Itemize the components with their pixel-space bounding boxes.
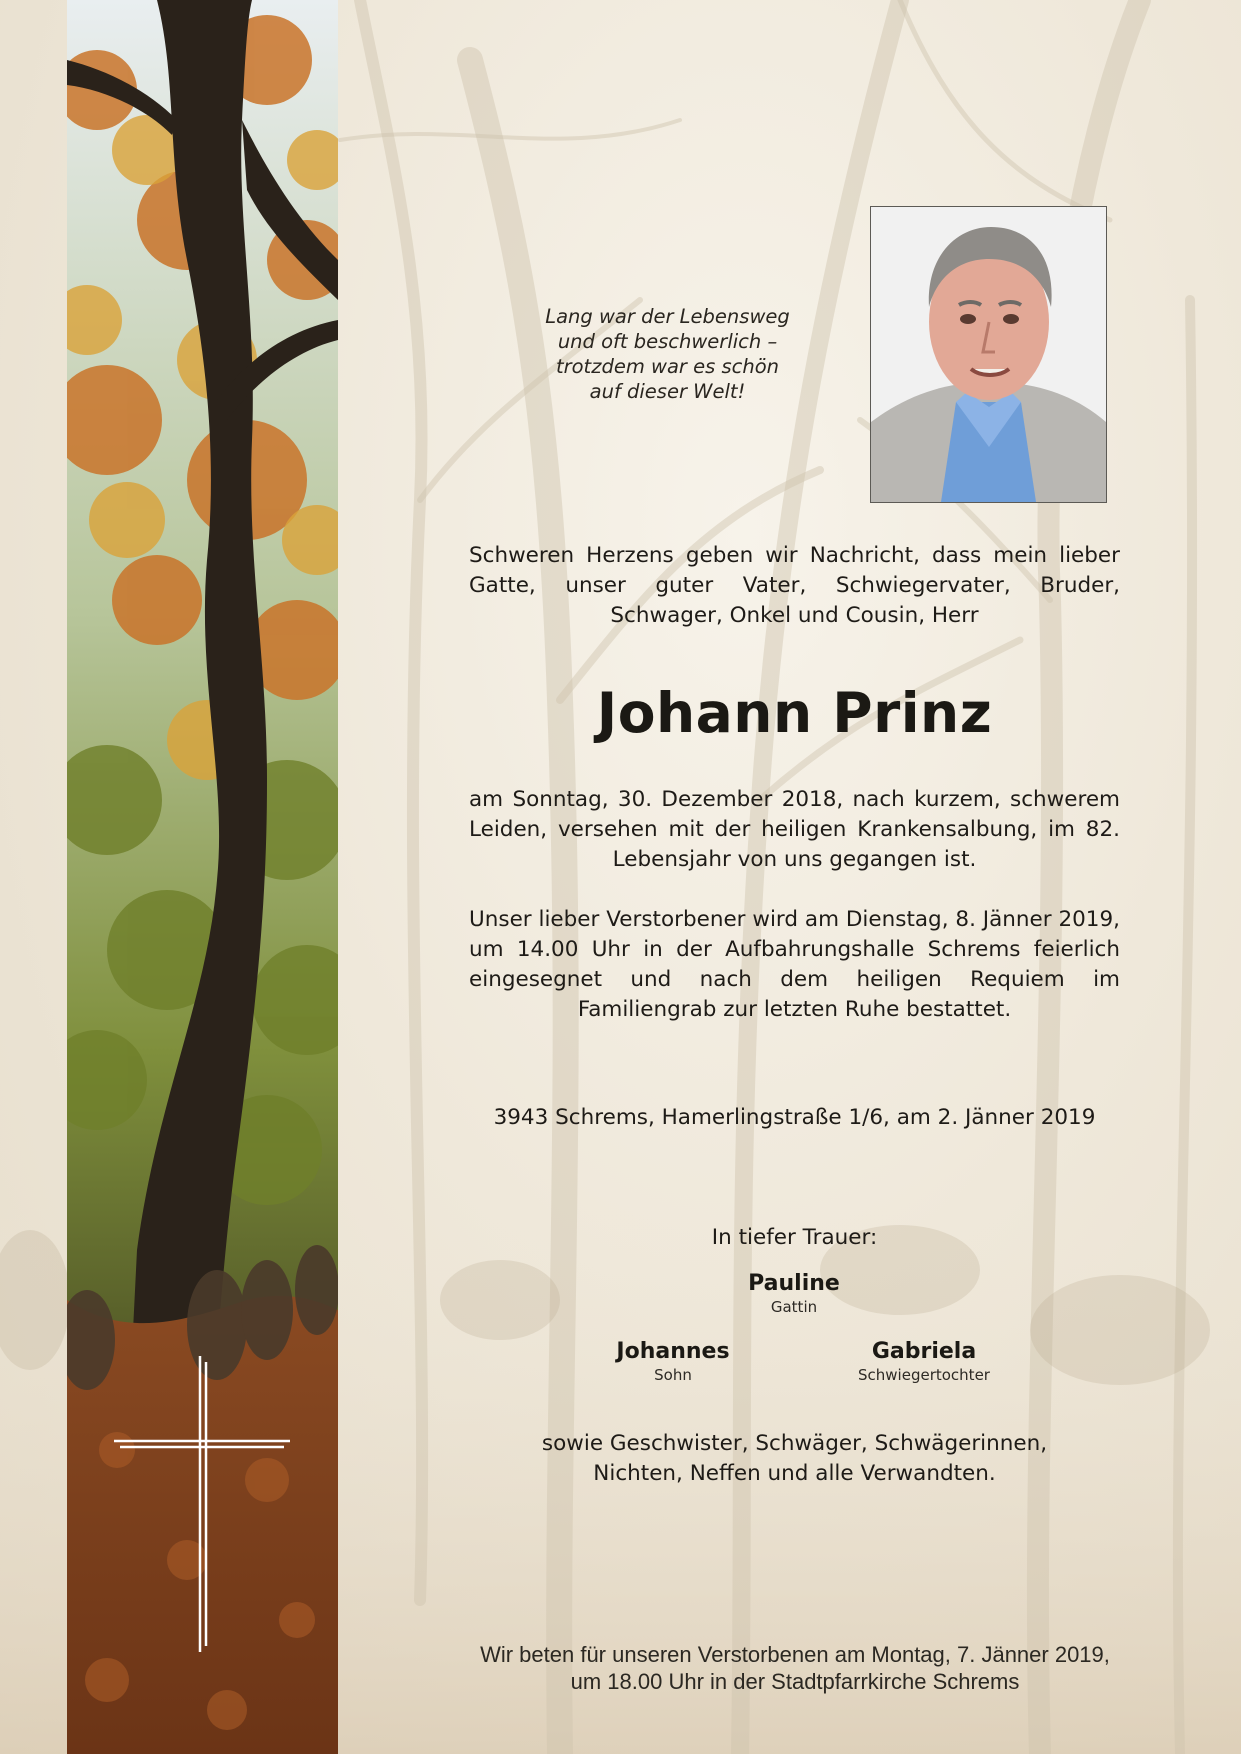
prayer-line: Wir beten für unseren Verstorbenen am Montag, 7. Jänner 2019,: [480, 1642, 1110, 1667]
deceased-name: Johann Prinz: [596, 681, 993, 745]
relatives-text: [469, 1429, 1120, 1489]
mourner-name: Pauline: [748, 1271, 840, 1296]
mourner-relation: Sohn: [654, 1366, 692, 1384]
announcement-text: Schweren Herzens geben wir Nachricht, dass mein lieber Gatte, unser guter Vater, Schwiegervater, Bruder, Schwager, Onkel und Cousin, Herr: [469, 543, 1120, 628]
mourner-johannes: [573, 1338, 773, 1384]
mourner-gabriela: [824, 1338, 1024, 1384]
prayer-line: um 18.00 Uhr in der Stadtpfarrkirche Schrems: [570, 1669, 1020, 1694]
prayer-notice: [440, 1641, 1150, 1695]
quote-line: Lang war der Lebensweg: [545, 305, 790, 328]
relatives-line: sowie Geschwister, Schwäger, Schwägerinnen,: [541, 1431, 1048, 1456]
mourner-relation: Schwiegertochter: [858, 1366, 990, 1384]
quote-line: auf dieser Welt!: [589, 380, 746, 403]
relatives-line: Nichten, Neffen und alle Verwandten.: [593, 1461, 996, 1486]
funeral-details-text: Unser lieber Verstorbener wird am Dienstag, 8. Jänner 2019, um 14.00 Uhr in der Aufbahrungshalle Schrems feierlich eingesegnet und nach dem heiligen Requiem im Familiengrab zur letzten Ruhe bestattet.: [469, 907, 1120, 1022]
portrait-photo: [870, 206, 1107, 503]
mourner-relation: Gattin: [770, 1298, 818, 1316]
quote-line: trotzdem war es schön: [555, 355, 780, 378]
cross-icon: [114, 1356, 290, 1652]
mourner-name: Johannes: [616, 1339, 730, 1364]
memorial-quote: [505, 304, 830, 404]
death-details-text: am Sonntag, 30. Dezember 2018, nach kurzem, schwerem Leiden, versehen mit der heiligen Krankensalbung, im 82. Lebensjahr von uns gegangen ist.: [469, 787, 1120, 872]
mourner-name: Gabriela: [871, 1339, 977, 1364]
quote-line: und oft beschwerlich –: [557, 330, 778, 353]
grief-heading: In tiefer Trauer:: [711, 1225, 878, 1250]
address-date-line: 3943 Schrems, Hamerlingstraße 1/6, am 2. Jänner 2019: [493, 1105, 1096, 1130]
mourner-pauline: [694, 1270, 894, 1316]
